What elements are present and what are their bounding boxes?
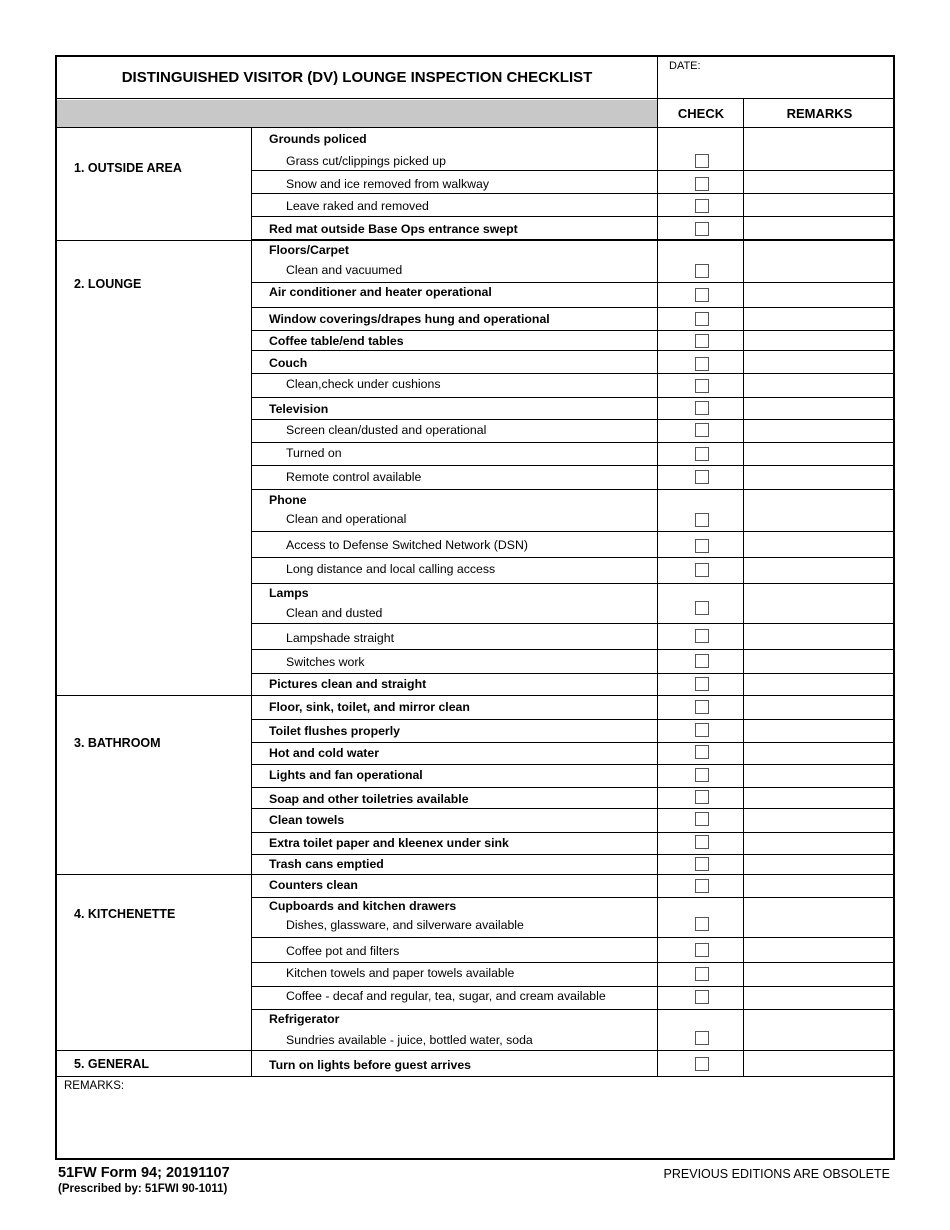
row-rule [252, 808, 895, 809]
check-box[interactable] [695, 288, 709, 302]
checklist-item: Clean and operational [286, 512, 407, 526]
remarks-column-rule [743, 98, 744, 1076]
checklist-item: Toilet flushes properly [269, 724, 400, 738]
check-box[interactable] [695, 967, 709, 981]
checklist-item: Refrigerator [269, 1012, 340, 1026]
check-box[interactable] [695, 334, 709, 348]
row-rule [252, 986, 895, 987]
check-box[interactable] [695, 790, 709, 804]
check-box[interactable] [695, 1057, 709, 1071]
check-box[interactable] [695, 379, 709, 393]
check-box[interactable] [695, 513, 709, 527]
checklist-item: Grass cut/clippings picked up [286, 154, 446, 168]
check-box[interactable] [695, 857, 709, 871]
section-rule [57, 1050, 895, 1051]
checklist-item: Lampshade straight [286, 631, 395, 645]
checklist-item: Phone [269, 493, 307, 507]
checklist-item: Grounds policed [269, 132, 367, 146]
row-rule [252, 350, 895, 351]
check-box[interactable] [695, 357, 709, 371]
remarks-label: REMARKS: [64, 1080, 125, 1092]
check-column-rule [657, 57, 658, 1076]
header-rule [57, 127, 895, 128]
checklist-item: Long distance and local calling access [286, 562, 496, 576]
checklist-item: Coffee - decaf and regular, tea, sugar, and cream available [286, 989, 606, 1003]
row-rule [252, 962, 895, 963]
check-box[interactable] [695, 447, 709, 461]
section-bathroom: 3. BATHROOM [74, 736, 161, 750]
checklist-item: Hot and cold water [269, 746, 379, 760]
checklist-item: Leave raked and removed [286, 199, 429, 213]
checklist-item: Sundries available - juice, bottled water, soda [286, 1033, 533, 1047]
remarks-column-header: REMARKS [786, 106, 853, 121]
date-label: DATE: [669, 60, 701, 72]
check-box[interactable] [695, 222, 709, 236]
check-box[interactable] [695, 563, 709, 577]
row-rule [252, 531, 895, 532]
checklist-item: Television [269, 402, 329, 416]
row-rule [252, 832, 895, 833]
section-rule [57, 695, 895, 696]
check-box[interactable] [695, 470, 709, 484]
check-box[interactable] [695, 700, 709, 714]
checklist-item: Access to Defense Switched Network (DSN) [286, 538, 528, 552]
checklist-item: Trash cans emptied [269, 857, 384, 871]
row-rule [252, 216, 895, 217]
checklist-item: Clean towels [269, 813, 345, 827]
checklist-item: Pictures clean and straight [269, 677, 427, 691]
check-box[interactable] [695, 879, 709, 893]
checklist-item: Red mat outside Base Ops entrance swept [269, 222, 518, 236]
check-box[interactable] [695, 990, 709, 1004]
row-rule [252, 897, 895, 898]
row-rule [252, 787, 895, 788]
section-lounge: 2. LOUNGE [74, 277, 142, 291]
checklist-item: Screen clean/dusted and operational [286, 423, 487, 437]
checklist-form [55, 55, 895, 1160]
row-rule [252, 373, 895, 374]
check-box[interactable] [695, 835, 709, 849]
checklist-item: Turned on [286, 446, 342, 460]
check-box[interactable] [695, 601, 709, 615]
check-box[interactable] [695, 629, 709, 643]
header-band [57, 100, 658, 127]
checklist-item: Lamps [269, 586, 309, 600]
row-rule [252, 719, 895, 720]
row-rule [252, 742, 895, 743]
checklist-item: Extra toilet paper and kleenex under sink [269, 836, 509, 850]
checklist-item: Turn on lights before guest arrives [269, 1058, 472, 1072]
section-general: 5. GENERAL [74, 1057, 150, 1071]
checklist-item: Clean and dusted [286, 606, 383, 620]
row-rule [252, 557, 895, 558]
check-box[interactable] [695, 1031, 709, 1045]
checklist-item: Switches work [286, 655, 365, 669]
check-box[interactable] [695, 539, 709, 553]
row-rule [252, 623, 895, 624]
title-rule [57, 98, 895, 99]
checklist-item: Floors/Carpet [269, 243, 349, 257]
checklist-item: Dishes, glassware, and silverware available [286, 918, 524, 932]
section-rule [57, 240, 895, 241]
checklist-item: Clean and vacuumed [286, 263, 403, 277]
check-box[interactable] [695, 654, 709, 668]
checklist-item: Soap and other toiletries available [269, 792, 469, 806]
section-rule [57, 1076, 895, 1077]
checklist-item: Floor, sink, toilet, and mirror clean [269, 700, 470, 714]
check-box[interactable] [695, 768, 709, 782]
row-rule [252, 937, 895, 938]
row-rule [252, 854, 895, 855]
row-rule [252, 282, 895, 283]
check-box[interactable] [695, 154, 709, 168]
row-rule [252, 193, 895, 194]
check-box[interactable] [695, 199, 709, 213]
section-column-rule [251, 127, 252, 1076]
form-title: DISTINGUISHED VISITOR (DV) LOUNGE INSPECTION CHECKLIST [121, 69, 593, 86]
row-rule [252, 583, 895, 584]
obsolete-notice: PREVIOUS EDITIONS ARE OBSOLETE [663, 1167, 890, 1181]
row-rule [252, 1009, 895, 1010]
checklist-item: Counters clean [269, 878, 358, 892]
check-box[interactable] [695, 677, 709, 691]
checklist-item: Clean,check under cushions [286, 377, 441, 391]
check-box[interactable] [695, 401, 709, 415]
check-box[interactable] [695, 745, 709, 759]
prescribed-by: (Prescribed by: 51FWI 90-1011) [58, 1183, 228, 1195]
row-rule [252, 764, 895, 765]
row-rule [252, 307, 895, 308]
section-rule [57, 874, 895, 875]
form-number: 51FW Form 94; 20191107 [58, 1165, 230, 1181]
check-box[interactable] [695, 812, 709, 826]
row-rule [252, 465, 895, 466]
checklist-item: Remote control available [286, 470, 422, 484]
row-rule [252, 397, 895, 398]
checklist-item: Window coverings/drapes hung and operational [269, 312, 550, 326]
section-kitchenette: 4. KITCHENETTE [74, 907, 176, 921]
check-box[interactable] [695, 723, 709, 737]
checklist-item: Snow and ice removed from walkway [286, 177, 489, 191]
check-box[interactable] [695, 312, 709, 326]
checklist-item: Cupboards and kitchen drawers [269, 899, 457, 913]
check-column-header: CHECK [677, 106, 725, 121]
row-rule [252, 419, 895, 420]
check-box[interactable] [695, 917, 709, 931]
row-rule [252, 442, 895, 443]
row-rule [252, 489, 895, 490]
check-box[interactable] [695, 264, 709, 278]
row-rule [252, 170, 895, 171]
row-rule [252, 239, 895, 240]
row-rule [252, 673, 895, 674]
checklist-item: Coffee pot and filters [286, 944, 400, 958]
checklist-item: Kitchen towels and paper towels available [286, 966, 515, 980]
checklist-item: Lights and fan operational [269, 768, 423, 782]
check-box[interactable] [695, 177, 709, 191]
row-rule [252, 649, 895, 650]
check-box[interactable] [695, 943, 709, 957]
check-box[interactable] [695, 423, 709, 437]
checklist-item: Couch [269, 356, 308, 370]
checklist-item: Coffee table/end tables [269, 334, 404, 348]
section-outside-area: 1. OUTSIDE AREA [74, 161, 182, 175]
checklist-item: Air conditioner and heater operational [269, 285, 492, 299]
row-rule [252, 330, 895, 331]
